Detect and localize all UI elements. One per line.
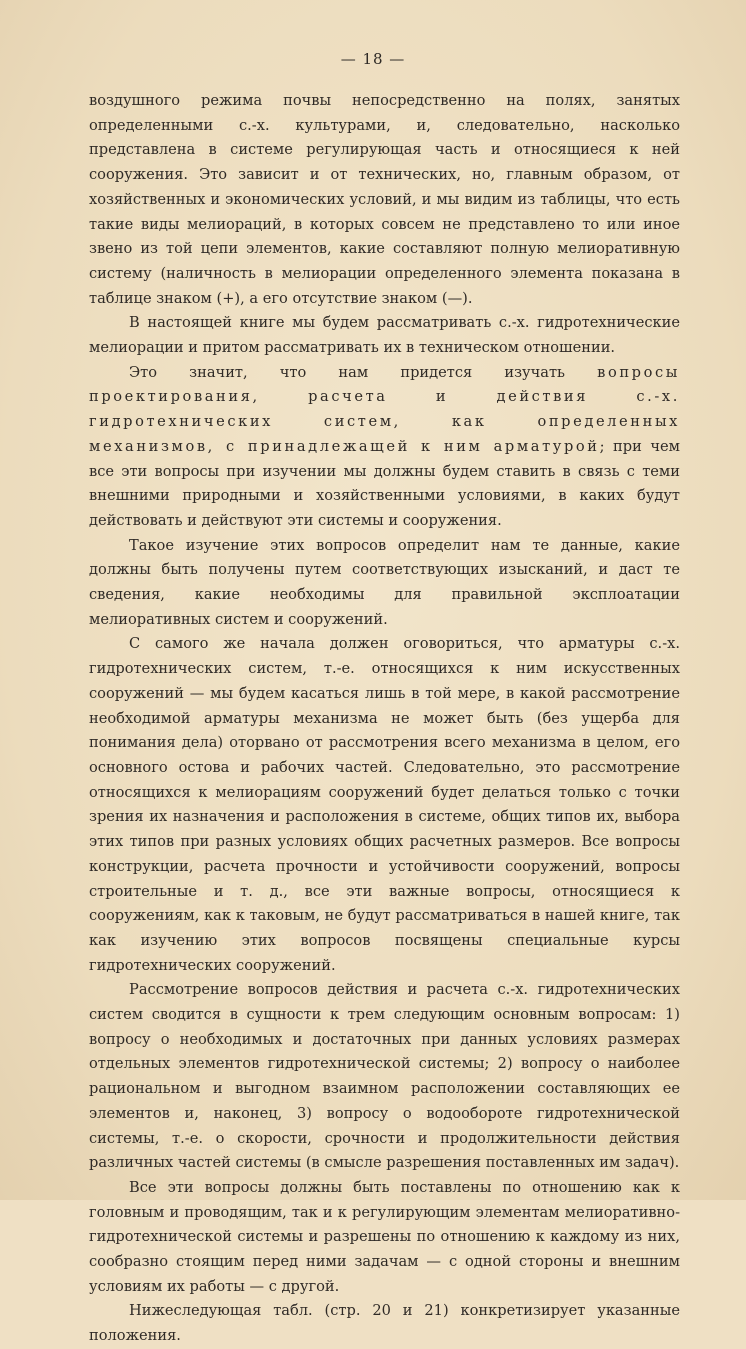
body-text	[89, 89, 680, 1349]
paragraph-text: воздушного режима почвы непосредственно на полях, занятых определенными с.-х. культурами, и, следовательно, насколько представлена в системе регулирующая часть и относящиеся к ней сооружения. Это зависит и от технических, но, главным образом, от хозяйственных и экономических условий, и мы видим из таблицы, что есть такие виды мелиораций, в которых совсем не представлено то или иное звено из той цепи элементов, какие составляют полную мелиоративную систему (наличность в мелиорации определенного элемента показана в таблице знаком (+), а его отсутствие знаком (—).	[89, 92, 680, 307]
paragraph-text: Рассмотрение вопросов действия и расчета с.-х. гидротехнических систем сводится в сущности к трем следующим основным вопросам: 1) вопросу о необходимых и достаточных при данных условиях размерах отдельных элементов гидротехнической системы; 2) вопросу о наиболее рациональном и выгодном взаимном расположении составляющих ее элементов и, наконец, 3) вопросу о водообороте гидротехнической системы, т.-е. о скорости, срочности и продолжительности действия различных частей системы (в смысле разрешения поставленных им задач).	[89, 981, 680, 1172]
paragraph	[89, 1299, 680, 1348]
paragraph-text: Это значит, что нам придется изучать	[129, 363, 598, 381]
paragraph-text: Такое изучение этих вопросов определит нам те данные, какие должны быть получены путем соответствующих изысканий, и даст те сведения, какие необходимы для правильной эксплоатации мелиоративных систем и сооружений.	[89, 536, 680, 628]
paragraph-text: Все эти вопросы должны быть поставлены по отношению как к головным и проводящим, так и к регулирующим элементам мелиоративно-гидротехнической системы и разрешены по отношению к каждому из них, сообразно стоящим перед ними задачам — с одной стороны и внешним условиям их работы — с другой.	[89, 1178, 680, 1295]
paragraph-text: С самого же начала должен оговориться, что арматуры с.-х. гидротехнических систем, т.-е. относящихся к ним искусственных сооружений — мы будем касаться лишь в той мере, в какой рассмотрение необходимой арматуры механизма не может быть (без ущерба для понимания дела) оторвано от рассмотрения всего механизма в целом, его основного остова и рабочих частей. Следовательно, это рассмотрение относящихся к мелиорациям сооружений будет делаться только с точки зрения их назначения и расположения в системе, общих типов их, выбора этих типов при разных условиях общих расчетных размеров. Все вопросы конструкции, расчета прочности и устойчивости сооружений, вопросы строительные и т. д., все эти важные вопросы, относящиеся к сооружениям, как к таковым, не будут рассматриваться в нашей книге, так как изучению этих вопросов посвящены специальные курсы гидротехнических сооружений.	[89, 635, 680, 974]
paragraph-text: В настоящей книге мы будем рассматривать с.-х. гидротехнические мелиорации и притом рассматривать их в техническом отношении.	[89, 314, 680, 357]
paragraph	[89, 978, 680, 1176]
paragraph-text: Нижеследующая табл. (стр. 20 и 21) конкретизирует указанные положения.	[89, 1302, 680, 1345]
paragraph	[89, 534, 680, 633]
paragraph-text: ; при чем все эти вопросы при изучении мы должны будем ставить в связь с теми внешними природными и хозяйственными условиями, в каких будут действовать и действуют эти системы и сооружения.	[89, 437, 680, 529]
paragraph	[89, 361, 680, 534]
spaced-emphasis-text: вопросы проектирования, расчета и действия с.-х. гидротехнических систем, как определенных механизмов, с принадлежащей к ним арматурой	[89, 363, 680, 455]
paragraph	[89, 311, 680, 360]
paragraph	[89, 632, 680, 978]
paragraph	[89, 1176, 680, 1300]
paragraph	[89, 89, 680, 311]
page-number: — 18 —	[340, 50, 406, 68]
